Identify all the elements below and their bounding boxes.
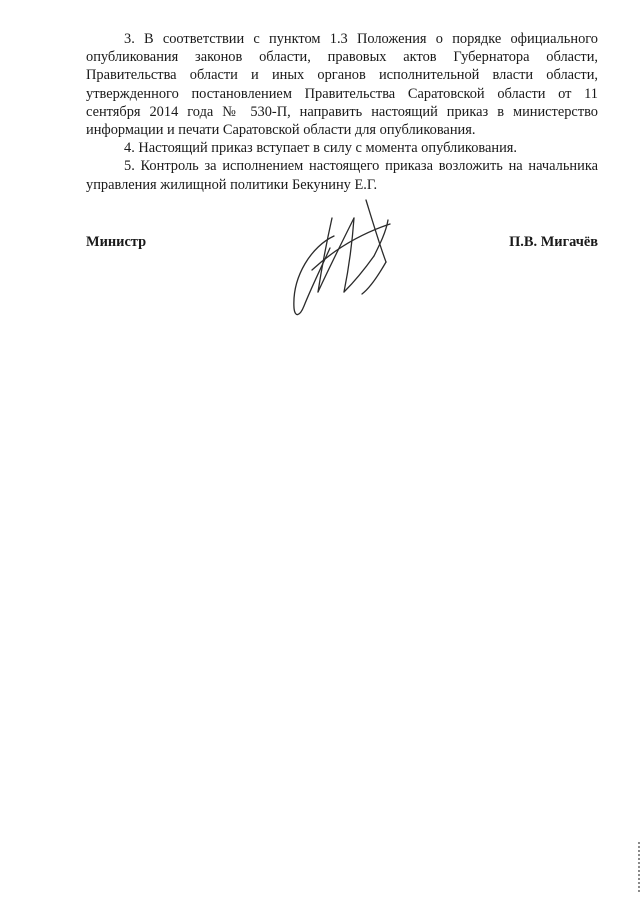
- paragraph-5: 5. Контроль за исполнением настоящего приказа возложить на начальника управления жилищной политики Бекунину Е.Г.: [86, 158, 598, 193]
- paragraph-4: 4. Настоящий приказ вступает в силу с момента опубликования.: [124, 140, 518, 157]
- handwritten-signature: [282, 196, 400, 320]
- paragraph-3: 3. В соответствии с пунктом 1.3 Положения о порядке официального опубликования законов области, правовых актов Губернатора области, Правительства области и иных органов исполнительной власти области, утвержденного постановлением Правительства Саратовской области от 11 сентября 2014 года № 530-П, направить настоящий приказ в министерство информации и печати Саратовской области для опубликования.: [86, 31, 598, 139]
- signatory-name: П.В. Мигачёв: [509, 234, 598, 250]
- position-title: Министр: [86, 234, 147, 250]
- document-body: [86, 30, 598, 194]
